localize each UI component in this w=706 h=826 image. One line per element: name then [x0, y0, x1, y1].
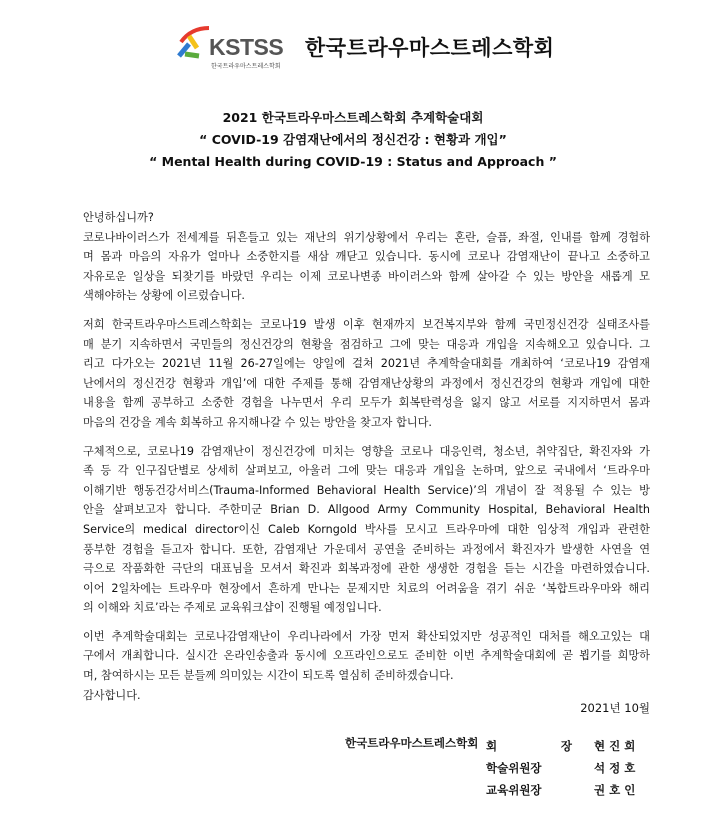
letter-body [83, 208, 650, 705]
signature-row [486, 757, 649, 779]
paragraph-line: 구에서 개최합니다. 실시간 온라인송출과 동시에 오프라인으로도 준비한 이번 추계학술대회에 곧 뵙기를 희망하 [83, 649, 650, 663]
paragraph-line: 내용을 함께 공부하고 소중한 경험을 나누면서 우리 모두가 회복탄력성을 잃지 않고 서로를 지지하면서 몸과 [83, 396, 650, 410]
paragraph-line: 이해기반 행동건강서비스(Trauma-Informed Behavioral Health Service)’의 개념이 잘 적용될 수 있는 방 [83, 483, 650, 497]
paragraph-line: 의 이해와 치료’라는 주제로 교육워크샵이 진행될 예정입니다. [83, 601, 382, 615]
logo-subtext: 한국트라우마스트레스학회 [211, 63, 281, 70]
signature-role: 학술위원장 [486, 761, 542, 775]
paragraph [83, 627, 650, 705]
paragraph [83, 315, 650, 433]
signature-block [486, 735, 649, 801]
paragraph-line: 며, 참여하시는 모든 분들께 의미있는 시간이 되도록 열심히 준비하겠습니다. [83, 669, 454, 683]
paragraph-line: 극으로 작품화한 극단의 대표님을 모셔서 확진과 회복과정에 관한 생생한 경험을 듣는 시간을 마련하였습니다. [83, 562, 650, 576]
signature-name: 현진희 [594, 739, 640, 753]
logo-text: KSTSS [209, 34, 284, 60]
paragraph-line: 족 등 각 인구집단별로 상세히 살펴보고, 아울러 그에 맞는 대응과 개입을 논하며, 앞으로 국내에서 ‘트라우마 [83, 464, 650, 478]
paragraph-line: 풍부한 경험을 듣고자 합니다. 또한, 감염재난 가운데서 공연을 준비하는 과정에서 확진자가 발생한 사연을 연 [83, 542, 650, 556]
signature-row [486, 779, 649, 801]
signature-role: 교육위원장 [486, 783, 542, 797]
paragraph-line: 리고 다가오는 2021년 11월 26-27일에는 양일에 걸쳐 2021년 추계학술대회를 개최하여 ‘코로나19 감염재 [83, 357, 650, 371]
letter-date: 2021년 10월 [580, 701, 650, 715]
signature-name: 권호인 [594, 783, 640, 797]
paragraph [83, 208, 650, 306]
paragraph-line: 매 분기 지속하면서 국민들의 정신건강의 현황을 점검하고 그에 맞는 대응과 개입을 지속해오고 있습니다. 그 [83, 337, 650, 351]
paragraph [83, 442, 650, 618]
event-theme-korean: “ COVID-19 감염재난에서의 정신건강 : 현황과 개입” [199, 132, 507, 147]
paragraph-line: 안을 살펴보고자 합니다. 주한미군 Brian D. Allgood Army Community Hospital, Behavioral Health [83, 503, 650, 517]
paragraph-line: 난에서의 정신건강 현황과 개입’에 대한 주제를 통해 감염재난상황의 과정에서 정신건강의 현황과 개입에 대한 [83, 376, 650, 390]
paragraph-line: 이번 추계학술대회는 코로나감염재난이 우리나라에서 가장 먼저 확산되었지만 성공적인 대처를 해오고있는 대 [83, 629, 650, 643]
paragraph-line: 감사합니다. [83, 688, 141, 702]
paragraph-line: Service의 medical director이신 Caleb Korngold 박사를 모시고 트라우마에 대한 임상적 개입과 관련한 [83, 522, 650, 536]
paragraph-line: 구체적으로, 코로나19 감염재난이 정신건강에 미치는 영향을 코로나 대응인력, 청소년, 취약집단, 확진자와 가 [83, 444, 650, 458]
signature-org: 한국트라우마스트레스학회 [345, 736, 479, 750]
org-title: 한국트라우마스트레스학회 [305, 36, 555, 60]
paragraph-line: 코로나바이러스가 전세계를 뒤흔들고 있는 재난의 위기상황에서 우리는 혼란, 슬픔, 좌절, 인내를 함께 경험하 [83, 230, 650, 244]
event-headings [0, 107, 706, 173]
event-theme-english: “ Mental Health during COVID-19 : Status and Approach ” [149, 154, 557, 169]
signature-name: 석정호 [594, 761, 640, 775]
paragraph-line: 자유로운 일상을 되찾기를 바랐던 우리는 이제 코로나변종 바이러스와 함께 살아갈 수 있는 방안을 새롭게 모 [83, 269, 650, 283]
paragraph-line: 이어 2일차에는 트라우마 현장에서 흔하게 만나는 문제지만 치료의 어려움을 겪기 쉬운 ‘복합트라우마와 해리 [83, 581, 650, 595]
paragraph-line: 마음의 건강을 계속 회복하고 유지해나갈 수 있는 방안을 찾고자 합니다. [83, 415, 432, 429]
paragraph-line: 안녕하십니까? [83, 211, 154, 224]
signature-role: 회 장 [486, 739, 572, 753]
paragraph-line: 색해야하는 상황에 이르렀습니다. [83, 289, 245, 303]
event-title: 2021 한국트라우마스트레스학회 추계학술대회 [222, 110, 484, 125]
logo-mark-icon [175, 26, 211, 66]
signature-row [486, 735, 649, 757]
kstss-logo [175, 26, 295, 72]
paragraph-line: 저희 한국트라우마스트레스학회는 코로나19 발생 이후 현재까지 보건복지부와 함께 국민정신건강 실태조사를 [83, 317, 650, 331]
paragraph-line: 며 몸과 마음의 자유가 얼마나 소중한지를 새삼 깨닫고 있습니다. 동시에 코로나 감염재난이 끝나고 소중하고 [83, 250, 650, 264]
